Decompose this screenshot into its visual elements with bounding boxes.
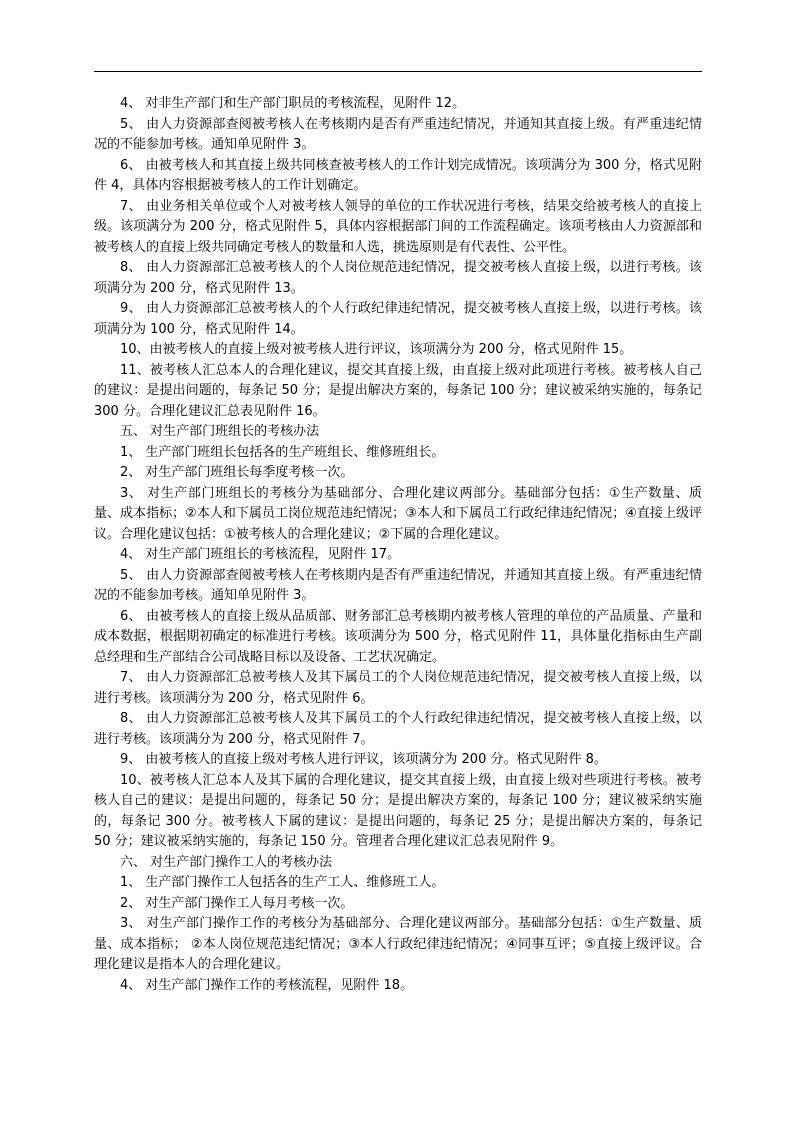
paragraph: 6、 由被考核人和其直接上级共同核查被考核人的工作计划完成情况。该项满分为 300 分，格式见附件 4，具体内容根据被考核人的工作计划确定。 [94,157,702,193]
paragraph: 9、 由人力资源部汇总被考核人的个人行政纪律违纪情况，提交被考核人直接上级，以进行考核。该项满分为 100 分，格式见附件 14。 [94,301,702,337]
paragraph: 11、被考核人汇总本人的合理化建议，提交其直接上级，由直接上级对此项进行考核。被考核人自己的建议：是提出问题的，每条记 50 分；是提出解决方案的，每条记 100 分；建议被采纳实施的，每条记 300 分。合理化建议汇总表见附件 16。 [94,362,702,419]
paragraph: 8、 由人力资源部汇总被考核人的个人岗位规范违纪情况，提交被考核人直接上级，以进行考核。该项满分为 200 分，格式见附件 13。 [94,260,702,296]
paragraph: 9、 由被考核人的直接上级对考核人进行评议，该项满分为 200 分。格式见附件 8。 [120,752,607,767]
paragraph: 8、 由人力资源部汇总被考核人及其下属员工的个人行政纪律违纪情况，提交被考核人直接上级，以进行考核。该项满分为 200 分，格式见附件 7。 [94,711,702,747]
paragraph: 1、 生产部门班组长包括各的生产班组长、维修班组长。 [120,444,445,460]
paragraph: 2、 对生产部门班组长每季度考核一次。 [120,465,354,480]
paragraph: 5、 由人力资源部查阅被考核人在考核期内是否有严重违纪情况，并通知其直接上级。有严重违纪情况的不能参加考核。通知单见附件 3。 [94,116,702,152]
paragraph: 10、被考核人汇总本人及其下属的合理化建议，提交其直接上级，由直接上级对些项进行考核。被考核人自己的建议：是提出问题的，每条记 50 分；是提出解决方案的，每条记 100 分；建议被采纳实施的，每条记 300 分。被考核人下属的建议：是提出问题的，每条记 25 分；是提出解决方案的，每条记 50 分；建议被采纳实施的，每条记 150 分。管理者合理化建议汇总表见附件 9。 [94,772,702,849]
paragraph: 4、 对生产部门操作工作的考核流程，见附件 18。 [120,977,414,993]
paragraph: 3、 对生产部门班组长的考核分为基础部分、合理化建议两部分。基础部分包括：①生产数量、质量、成本指标；②本人和下属员工岗位规范违纪情况；③本人和下属员工行政纪律违纪情况；④直接上级评议。合理化建议包括：①被考核人的合理化建议；②下属的合理化建议。 [94,485,702,542]
paragraph: 2、 对生产部门操作工人每月考核一次。 [120,895,354,911]
section-heading: 六、 对生产部门操作工人的考核办法 [120,854,333,870]
paragraph: 5、 由人力资源部查阅被考核人在考核期内是否有严重违纪情况，并通知其直接上级。有严重违纪情况的不能参加考核。通知单见附件 3。 [94,567,702,603]
paragraph: 1、 生产部门操作工人包括各的生产工人、维修班工人。 [120,875,445,890]
paragraph: 10、由被考核人的直接上级对被考核人进行评议，该项满分为 200 分，格式见附件 15。 [120,342,633,357]
paragraph: 4、 对非生产部门和生产部门职员的考核流程，见附件 12。 [120,96,466,111]
header-rule [94,71,702,72]
paragraph: 7、 由业务相关单位或个人对被考核人领导的单位的工作状况进行考核，结果交给被考核人的直接上级。该项满分为 200 分，格式见附件 5，具体内容根据部门间的工作流程确定。该项考核由人力资源部和被考核人的直接上级共同确定考核人的数量和人选，挑选原则是有代表性、公平性。 [94,198,702,255]
document-body [94,94,702,996]
paragraph: 3、 对生产部门操作工作的考核分为基础部分、合理化建议两部分。基础部分包括：①生产数量、质量、成本指标； ②本人岗位规范违纪情况；③本人行政纪律违纪情况；④同事互评；⑤直接上级评议。合理化建议是指本人的合理化建议。 [94,916,702,972]
paragraph: 4、 对生产部门班组长的考核流程，见附件 17。 [120,547,401,562]
section-heading: 五、 对生产部门班组长的考核办法 [120,424,320,439]
paragraph: 7、 由人力资源部汇总被考核人及其下属员工的个人岗位规范违纪情况，提交被考核人直接上级，以进行考核。该项满分为 200 分，格式见附件 6。 [94,670,702,706]
paragraph: 6、 由被考核人的直接上级从品质部、财务部汇总考核期内被考核人管理的单位的产品质量、产量和成本数据，根据期初确定的标准进行考核。该项满分为 500 分，格式见附件 11，具体量化指标由生产副总经理和生产部结合公司战略目标以及设备、工艺状况确定。 [94,608,702,665]
